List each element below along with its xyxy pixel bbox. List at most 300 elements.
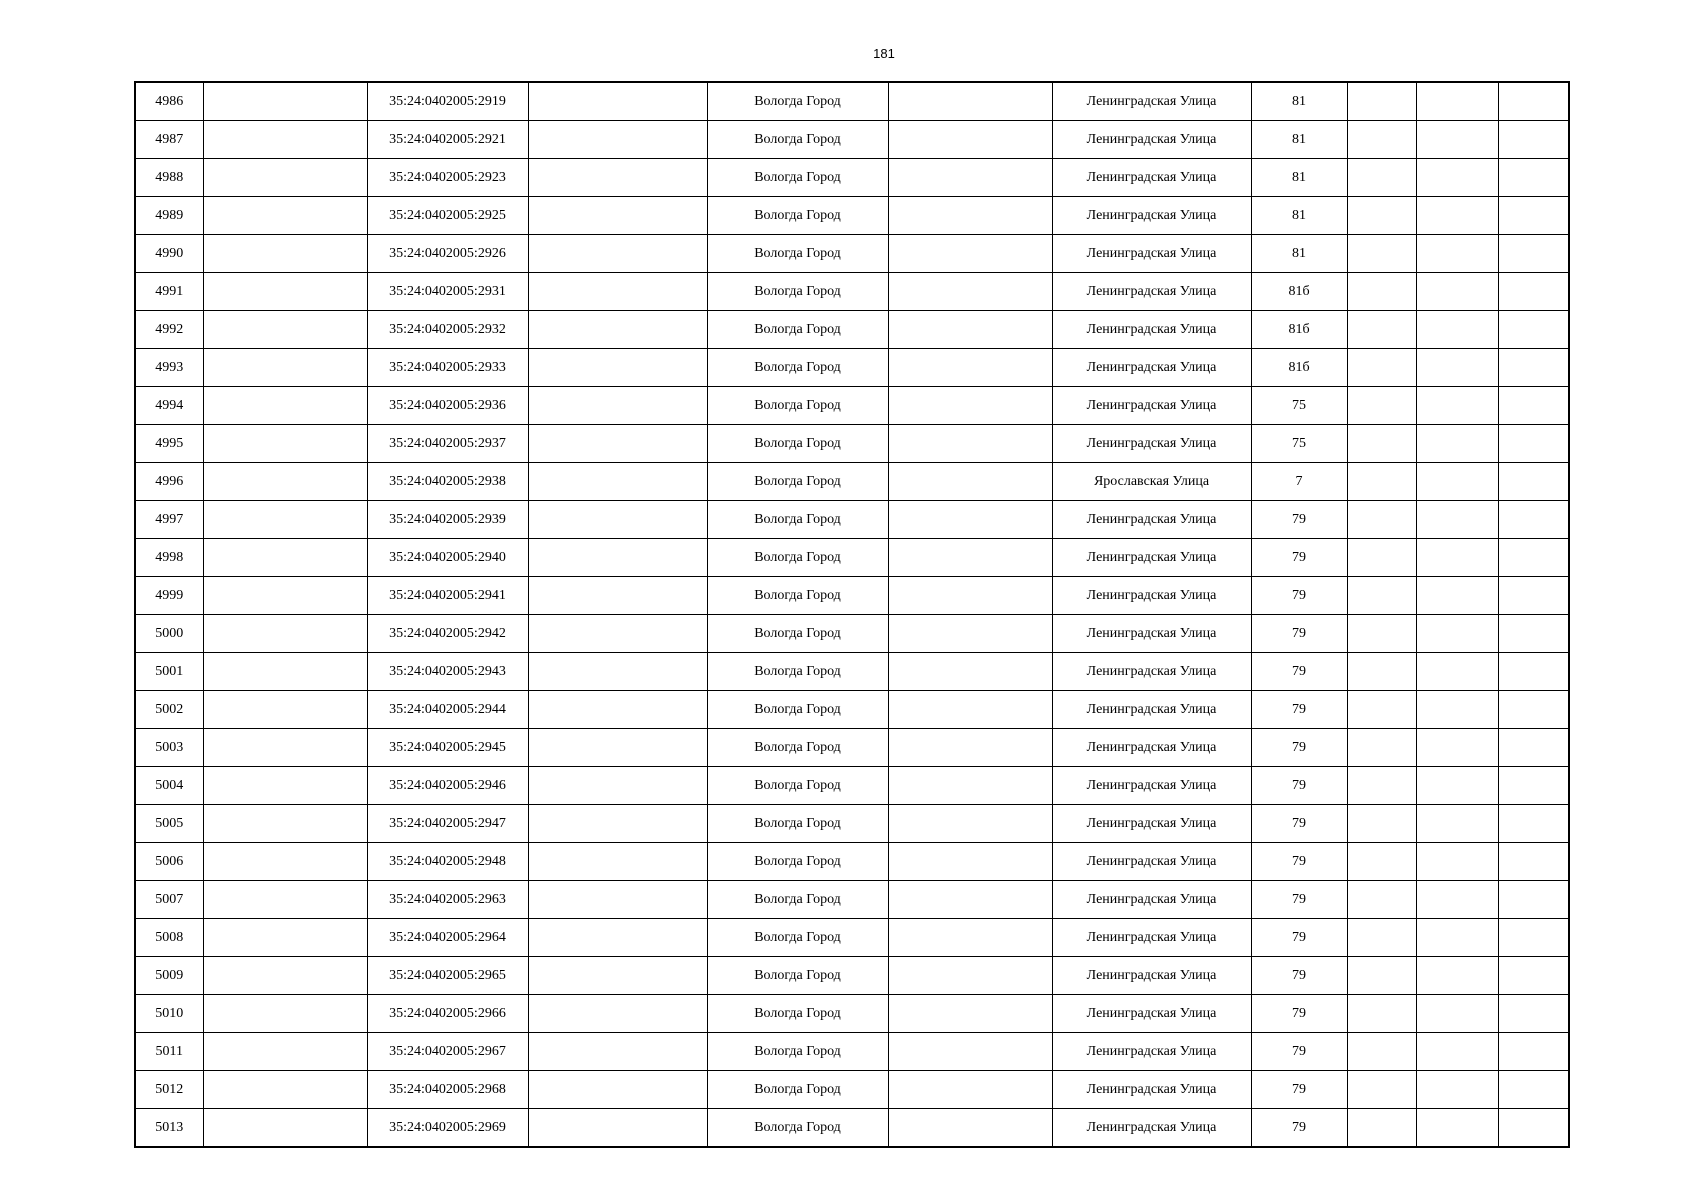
- street-cell: Ленинградская Улица: [1052, 425, 1251, 463]
- street-cell: Ленинградская Улица: [1052, 957, 1251, 995]
- empty-cell: [203, 767, 367, 805]
- house-number-cell: 75: [1251, 387, 1347, 425]
- house-number-cell: 79: [1251, 919, 1347, 957]
- empty-cell: [528, 1109, 707, 1148]
- table-row: [135, 349, 1569, 387]
- empty-cell: [203, 919, 367, 957]
- empty-cell: [1498, 159, 1569, 197]
- table-row: [135, 881, 1569, 919]
- table-row: [135, 577, 1569, 615]
- cadastral-number-cell: 35:24:0402005:2968: [367, 1071, 528, 1109]
- empty-cell: [1498, 767, 1569, 805]
- empty-cell: [203, 957, 367, 995]
- empty-cell: [528, 843, 707, 881]
- empty-cell: [1347, 121, 1416, 159]
- empty-cell: [203, 197, 367, 235]
- empty-cell: [1347, 349, 1416, 387]
- cadastral-number-cell: 35:24:0402005:2937: [367, 425, 528, 463]
- empty-cell: [888, 425, 1052, 463]
- house-number-cell: 81: [1251, 197, 1347, 235]
- table-row: [135, 995, 1569, 1033]
- empty-cell: [203, 691, 367, 729]
- empty-cell: [1416, 387, 1498, 425]
- empty-cell: [203, 463, 367, 501]
- empty-cell: [1498, 539, 1569, 577]
- street-cell: Ленинградская Улица: [1052, 349, 1251, 387]
- house-number-cell: 81б: [1251, 311, 1347, 349]
- row-number-cell: 4987: [135, 121, 203, 159]
- table-row: [135, 615, 1569, 653]
- street-cell: Ленинградская Улица: [1052, 805, 1251, 843]
- empty-cell: [528, 501, 707, 539]
- house-number-cell: 79: [1251, 995, 1347, 1033]
- table-row: [135, 843, 1569, 881]
- house-number-cell: 79: [1251, 729, 1347, 767]
- table-row: [135, 501, 1569, 539]
- city-cell: Вологда Город: [707, 82, 888, 121]
- street-cell: Ленинградская Улица: [1052, 843, 1251, 881]
- house-number-cell: 79: [1251, 501, 1347, 539]
- cadastral-number-cell: 35:24:0402005:2921: [367, 121, 528, 159]
- empty-cell: [1347, 919, 1416, 957]
- empty-cell: [203, 843, 367, 881]
- empty-cell: [1347, 1071, 1416, 1109]
- empty-cell: [1347, 82, 1416, 121]
- empty-cell: [528, 273, 707, 311]
- registry-table-body: [135, 82, 1569, 1147]
- empty-cell: [1498, 273, 1569, 311]
- cadastral-number-cell: 35:24:0402005:2946: [367, 767, 528, 805]
- empty-cell: [1498, 957, 1569, 995]
- empty-cell: [1347, 729, 1416, 767]
- cadastral-number-cell: 35:24:0402005:2943: [367, 653, 528, 691]
- empty-cell: [888, 577, 1052, 615]
- city-cell: Вологда Город: [707, 615, 888, 653]
- table-row: [135, 1109, 1569, 1148]
- row-number-cell: 4997: [135, 501, 203, 539]
- empty-cell: [203, 159, 367, 197]
- empty-cell: [1416, 843, 1498, 881]
- empty-cell: [888, 1109, 1052, 1148]
- empty-cell: [203, 881, 367, 919]
- city-cell: Вологда Город: [707, 577, 888, 615]
- city-cell: Вологда Город: [707, 1033, 888, 1071]
- table-row: [135, 425, 1569, 463]
- empty-cell: [528, 1033, 707, 1071]
- city-cell: Вологда Город: [707, 425, 888, 463]
- house-number-cell: 79: [1251, 1071, 1347, 1109]
- empty-cell: [888, 159, 1052, 197]
- empty-cell: [1416, 881, 1498, 919]
- empty-cell: [888, 197, 1052, 235]
- house-number-cell: 81: [1251, 235, 1347, 273]
- empty-cell: [528, 539, 707, 577]
- empty-cell: [888, 653, 1052, 691]
- house-number-cell: 81: [1251, 82, 1347, 121]
- empty-cell: [888, 805, 1052, 843]
- empty-cell: [1347, 273, 1416, 311]
- row-number-cell: 5010: [135, 995, 203, 1033]
- street-cell: Ленинградская Улица: [1052, 197, 1251, 235]
- table-row: [135, 121, 1569, 159]
- table-row: [135, 767, 1569, 805]
- empty-cell: [888, 995, 1052, 1033]
- empty-cell: [1347, 653, 1416, 691]
- row-number-cell: 4995: [135, 425, 203, 463]
- empty-cell: [888, 387, 1052, 425]
- empty-cell: [888, 273, 1052, 311]
- cadastral-number-cell: 35:24:0402005:2948: [367, 843, 528, 881]
- street-cell: Ленинградская Улица: [1052, 919, 1251, 957]
- empty-cell: [1498, 843, 1569, 881]
- empty-cell: [1347, 691, 1416, 729]
- empty-cell: [888, 919, 1052, 957]
- city-cell: Вологда Город: [707, 767, 888, 805]
- city-cell: Вологда Город: [707, 387, 888, 425]
- city-cell: Вологда Город: [707, 463, 888, 501]
- empty-cell: [528, 767, 707, 805]
- empty-cell: [1416, 539, 1498, 577]
- empty-cell: [1498, 1071, 1569, 1109]
- row-number-cell: 5007: [135, 881, 203, 919]
- empty-cell: [888, 463, 1052, 501]
- street-cell: Ленинградская Улица: [1052, 1071, 1251, 1109]
- empty-cell: [203, 273, 367, 311]
- city-cell: Вологда Город: [707, 349, 888, 387]
- street-cell: Ленинградская Улица: [1052, 615, 1251, 653]
- city-cell: Вологда Город: [707, 995, 888, 1033]
- cadastral-number-cell: 35:24:0402005:2939: [367, 501, 528, 539]
- city-cell: Вологда Город: [707, 957, 888, 995]
- city-cell: Вологда Город: [707, 235, 888, 273]
- house-number-cell: 79: [1251, 577, 1347, 615]
- cadastral-number-cell: 35:24:0402005:2936: [367, 387, 528, 425]
- empty-cell: [888, 501, 1052, 539]
- empty-cell: [528, 463, 707, 501]
- empty-cell: [203, 311, 367, 349]
- table-row: [135, 691, 1569, 729]
- street-cell: Ленинградская Улица: [1052, 995, 1251, 1033]
- empty-cell: [1498, 881, 1569, 919]
- row-number-cell: 5012: [135, 1071, 203, 1109]
- empty-cell: [203, 349, 367, 387]
- empty-cell: [1347, 425, 1416, 463]
- row-number-cell: 4986: [135, 82, 203, 121]
- row-number-cell: 4988: [135, 159, 203, 197]
- cadastral-number-cell: 35:24:0402005:2926: [367, 235, 528, 273]
- empty-cell: [1416, 1109, 1498, 1148]
- table-row: [135, 197, 1569, 235]
- empty-cell: [1416, 653, 1498, 691]
- table-row: [135, 1033, 1569, 1071]
- empty-cell: [528, 387, 707, 425]
- table-row: [135, 273, 1569, 311]
- empty-cell: [1347, 539, 1416, 577]
- row-number-cell: 4996: [135, 463, 203, 501]
- empty-cell: [528, 82, 707, 121]
- empty-cell: [528, 235, 707, 273]
- empty-cell: [1347, 615, 1416, 653]
- empty-cell: [1347, 235, 1416, 273]
- city-cell: Вологда Город: [707, 159, 888, 197]
- empty-cell: [528, 425, 707, 463]
- empty-cell: [1416, 463, 1498, 501]
- cadastral-number-cell: 35:24:0402005:2933: [367, 349, 528, 387]
- empty-cell: [888, 767, 1052, 805]
- row-number-cell: 5005: [135, 805, 203, 843]
- house-number-cell: 79: [1251, 539, 1347, 577]
- empty-cell: [1347, 577, 1416, 615]
- cadastral-number-cell: 35:24:0402005:2945: [367, 729, 528, 767]
- empty-cell: [1498, 615, 1569, 653]
- cadastral-number-cell: 35:24:0402005:2919: [367, 82, 528, 121]
- row-number-cell: 5002: [135, 691, 203, 729]
- row-number-cell: 4993: [135, 349, 203, 387]
- cadastral-number-cell: 35:24:0402005:2967: [367, 1033, 528, 1071]
- empty-cell: [1347, 311, 1416, 349]
- city-cell: Вологда Город: [707, 311, 888, 349]
- empty-cell: [1498, 995, 1569, 1033]
- street-cell: Ленинградская Улица: [1052, 881, 1251, 919]
- empty-cell: [1498, 425, 1569, 463]
- empty-cell: [1416, 501, 1498, 539]
- empty-cell: [1498, 1109, 1569, 1148]
- empty-cell: [1416, 767, 1498, 805]
- cadastral-number-cell: 35:24:0402005:2944: [367, 691, 528, 729]
- empty-cell: [528, 805, 707, 843]
- street-cell: Ленинградская Улица: [1052, 1109, 1251, 1148]
- empty-cell: [203, 577, 367, 615]
- empty-cell: [528, 1071, 707, 1109]
- house-number-cell: 81: [1251, 121, 1347, 159]
- street-cell: Ленинградская Улица: [1052, 387, 1251, 425]
- empty-cell: [1498, 235, 1569, 273]
- empty-cell: [528, 691, 707, 729]
- empty-cell: [1347, 957, 1416, 995]
- empty-cell: [1498, 653, 1569, 691]
- empty-cell: [203, 615, 367, 653]
- house-number-cell: 81б: [1251, 349, 1347, 387]
- house-number-cell: 79: [1251, 1109, 1347, 1148]
- empty-cell: [1416, 197, 1498, 235]
- city-cell: Вологда Город: [707, 653, 888, 691]
- house-number-cell: 79: [1251, 1033, 1347, 1071]
- row-number-cell: 4999: [135, 577, 203, 615]
- street-cell: Ленинградская Улица: [1052, 121, 1251, 159]
- empty-cell: [203, 501, 367, 539]
- empty-cell: [1347, 501, 1416, 539]
- cadastral-number-cell: 35:24:0402005:2931: [367, 273, 528, 311]
- city-cell: Вологда Город: [707, 1109, 888, 1148]
- house-number-cell: 79: [1251, 957, 1347, 995]
- cadastral-number-cell: 35:24:0402005:2963: [367, 881, 528, 919]
- row-number-cell: 4989: [135, 197, 203, 235]
- empty-cell: [203, 387, 367, 425]
- house-number-cell: 79: [1251, 805, 1347, 843]
- empty-cell: [203, 1071, 367, 1109]
- empty-cell: [1498, 729, 1569, 767]
- cadastral-number-cell: 35:24:0402005:2969: [367, 1109, 528, 1148]
- empty-cell: [528, 957, 707, 995]
- street-cell: Ленинградская Улица: [1052, 311, 1251, 349]
- city-cell: Вологда Город: [707, 843, 888, 881]
- registry-table: [134, 81, 1570, 1148]
- empty-cell: [1498, 197, 1569, 235]
- empty-cell: [1347, 1033, 1416, 1071]
- empty-cell: [203, 1033, 367, 1071]
- table-row: [135, 82, 1569, 121]
- street-cell: Ленинградская Улица: [1052, 159, 1251, 197]
- city-cell: Вологда Город: [707, 729, 888, 767]
- empty-cell: [888, 691, 1052, 729]
- table-row: [135, 919, 1569, 957]
- empty-cell: [888, 349, 1052, 387]
- empty-cell: [1347, 881, 1416, 919]
- empty-cell: [1498, 82, 1569, 121]
- row-number-cell: 4994: [135, 387, 203, 425]
- empty-cell: [203, 1109, 367, 1148]
- row-number-cell: 5001: [135, 653, 203, 691]
- cadastral-number-cell: 35:24:0402005:2938: [367, 463, 528, 501]
- empty-cell: [528, 615, 707, 653]
- table-row: [135, 539, 1569, 577]
- empty-cell: [203, 425, 367, 463]
- empty-cell: [203, 82, 367, 121]
- street-cell: Ленинградская Улица: [1052, 1033, 1251, 1071]
- city-cell: Вологда Город: [707, 501, 888, 539]
- empty-cell: [203, 729, 367, 767]
- empty-cell: [888, 121, 1052, 159]
- house-number-cell: 79: [1251, 691, 1347, 729]
- table-row: [135, 1071, 1569, 1109]
- empty-cell: [1347, 767, 1416, 805]
- empty-cell: [1498, 577, 1569, 615]
- street-cell: Ленинградская Улица: [1052, 235, 1251, 273]
- empty-cell: [1416, 995, 1498, 1033]
- row-number-cell: 4990: [135, 235, 203, 273]
- cadastral-number-cell: 35:24:0402005:2925: [367, 197, 528, 235]
- empty-cell: [1498, 349, 1569, 387]
- empty-cell: [528, 159, 707, 197]
- cadastral-number-cell: 35:24:0402005:2932: [367, 311, 528, 349]
- street-cell: Ленинградская Улица: [1052, 82, 1251, 121]
- empty-cell: [1416, 121, 1498, 159]
- cadastral-number-cell: 35:24:0402005:2966: [367, 995, 528, 1033]
- empty-cell: [888, 881, 1052, 919]
- empty-cell: [1416, 159, 1498, 197]
- empty-cell: [528, 919, 707, 957]
- table-row: [135, 463, 1569, 501]
- city-cell: Вологда Город: [707, 121, 888, 159]
- row-number-cell: 5004: [135, 767, 203, 805]
- cadastral-number-cell: 35:24:0402005:2923: [367, 159, 528, 197]
- row-number-cell: 5000: [135, 615, 203, 653]
- empty-cell: [888, 957, 1052, 995]
- empty-cell: [1416, 273, 1498, 311]
- street-cell: Ленинградская Улица: [1052, 653, 1251, 691]
- empty-cell: [203, 805, 367, 843]
- row-number-cell: 5003: [135, 729, 203, 767]
- empty-cell: [1416, 1071, 1498, 1109]
- empty-cell: [1498, 1033, 1569, 1071]
- empty-cell: [1416, 577, 1498, 615]
- house-number-cell: 79: [1251, 767, 1347, 805]
- table-row: [135, 159, 1569, 197]
- empty-cell: [888, 615, 1052, 653]
- empty-cell: [528, 311, 707, 349]
- empty-cell: [1498, 919, 1569, 957]
- table-row: [135, 729, 1569, 767]
- empty-cell: [888, 1033, 1052, 1071]
- empty-cell: [528, 881, 707, 919]
- empty-cell: [1498, 691, 1569, 729]
- street-cell: Ленинградская Улица: [1052, 691, 1251, 729]
- row-number-cell: 5006: [135, 843, 203, 881]
- city-cell: Вологда Город: [707, 881, 888, 919]
- house-number-cell: 79: [1251, 653, 1347, 691]
- house-number-cell: 7: [1251, 463, 1347, 501]
- street-cell: Ленинградская Улица: [1052, 767, 1251, 805]
- house-number-cell: 81б: [1251, 273, 1347, 311]
- table-row: [135, 311, 1569, 349]
- row-number-cell: 5008: [135, 919, 203, 957]
- empty-cell: [1347, 387, 1416, 425]
- empty-cell: [528, 121, 707, 159]
- empty-cell: [1347, 995, 1416, 1033]
- empty-cell: [1498, 501, 1569, 539]
- empty-cell: [1416, 349, 1498, 387]
- empty-cell: [1347, 463, 1416, 501]
- empty-cell: [203, 121, 367, 159]
- cadastral-number-cell: 35:24:0402005:2940: [367, 539, 528, 577]
- empty-cell: [888, 539, 1052, 577]
- empty-cell: [528, 995, 707, 1033]
- cadastral-number-cell: 35:24:0402005:2941: [367, 577, 528, 615]
- row-number-cell: 5009: [135, 957, 203, 995]
- row-number-cell: 4991: [135, 273, 203, 311]
- empty-cell: [1347, 1109, 1416, 1148]
- cadastral-number-cell: 35:24:0402005:2942: [367, 615, 528, 653]
- empty-cell: [1498, 805, 1569, 843]
- empty-cell: [1498, 311, 1569, 349]
- city-cell: Вологда Город: [707, 919, 888, 957]
- city-cell: Вологда Город: [707, 273, 888, 311]
- empty-cell: [888, 1071, 1052, 1109]
- empty-cell: [528, 349, 707, 387]
- cadastral-number-cell: 35:24:0402005:2964: [367, 919, 528, 957]
- row-number-cell: 4992: [135, 311, 203, 349]
- city-cell: Вологда Город: [707, 805, 888, 843]
- empty-cell: [1498, 463, 1569, 501]
- empty-cell: [528, 653, 707, 691]
- street-cell: Ленинградская Улица: [1052, 539, 1251, 577]
- empty-cell: [1498, 121, 1569, 159]
- house-number-cell: 81: [1251, 159, 1347, 197]
- empty-cell: [888, 311, 1052, 349]
- empty-cell: [1416, 82, 1498, 121]
- empty-cell: [1347, 805, 1416, 843]
- empty-cell: [1416, 425, 1498, 463]
- house-number-cell: 79: [1251, 615, 1347, 653]
- city-cell: Вологда Город: [707, 197, 888, 235]
- empty-cell: [888, 235, 1052, 273]
- house-number-cell: 79: [1251, 881, 1347, 919]
- house-number-cell: 75: [1251, 425, 1347, 463]
- empty-cell: [528, 577, 707, 615]
- empty-cell: [1416, 311, 1498, 349]
- cadastral-number-cell: 35:24:0402005:2947: [367, 805, 528, 843]
- empty-cell: [1416, 805, 1498, 843]
